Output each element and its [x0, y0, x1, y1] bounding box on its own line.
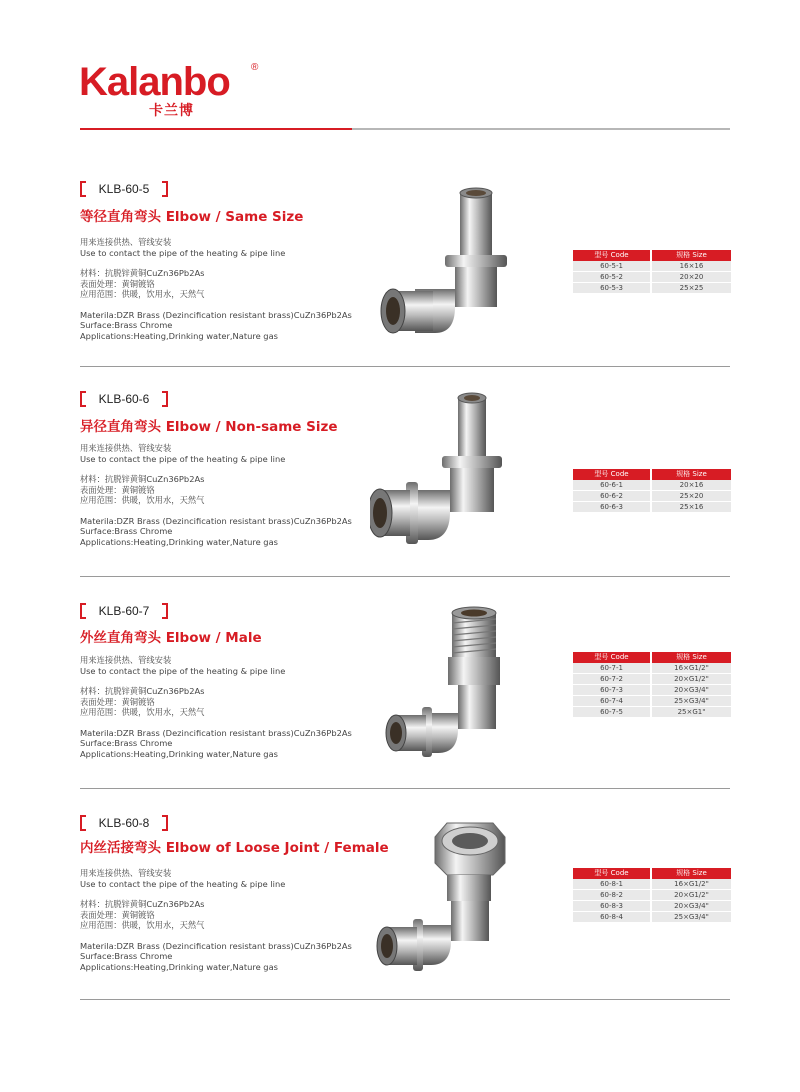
elbow-male-fitting-icon: [380, 605, 520, 775]
elbow-loose-joint-female-fitting-icon: [375, 815, 525, 990]
usage-en: Use to contact the pipe of the heating & pipe line: [80, 453, 286, 464]
spec-table: [573, 250, 731, 294]
brand-logo: [79, 60, 279, 120]
table-row: 60-8-3 20×G3/4": [573, 901, 731, 912]
product-description: [80, 655, 352, 759]
product-description: [80, 237, 352, 341]
table-row: 60-7-4 25×G3/4": [573, 696, 731, 707]
section-divider: [80, 576, 730, 577]
header-divider-grey: [352, 128, 730, 130]
application-en: Applications:Heating,Drinking water,Nature gas: [80, 961, 278, 972]
product-code-tag: KLB-60-6: [80, 391, 168, 407]
material-en: Materila:DZR Brass (Dezincification resistant brass)CuZn36Pb2As: [80, 515, 352, 526]
material-cn: 材料：抗脱锌黄铜CuZn36Pb2As: [80, 899, 205, 909]
table-row: 60-8-1 16×G1/2": [573, 879, 731, 890]
usage-cn: 用来连接供热、管线安装: [80, 443, 172, 453]
spec-table-header: 型号 Code 规格 Size: [573, 469, 731, 480]
material-cn: 材料：抗脱锌黄铜CuZn36Pb2As: [80, 474, 205, 484]
surface-cn: 表面处理：黄铜镀铬: [80, 484, 155, 495]
application-cn: 应用范围：供暖，饮用水，天然气: [80, 495, 205, 505]
elbow-same-size-fitting-icon: [375, 183, 525, 353]
product-title: 内丝活接弯头 Elbow of Loose Joint / Female: [80, 840, 389, 856]
material-cn: 材料：抗脱锌黄铜CuZn36Pb2As: [80, 268, 205, 278]
usage-en: Use to contact the pipe of the heating & pipe line: [80, 247, 286, 258]
brand-chinese-name: 卡兰博: [149, 103, 194, 119]
spec-table-header: 型号 Code 规格 Size: [573, 250, 731, 261]
application-en: Applications:Heating,Drinking water,Nature gas: [80, 536, 278, 547]
spec-table: [573, 652, 731, 718]
usage-en: Use to contact the pipe of the heating & pipe line: [80, 878, 286, 889]
material-en: Materila:DZR Brass (Dezincification resistant brass)CuZn36Pb2As: [80, 309, 352, 320]
surface-cn: 表面处理：黄铜镀铬: [80, 696, 155, 707]
application-cn: 应用范围：供暖，饮用水，天然气: [80, 920, 205, 930]
table-row: 60-6-3 25×16: [573, 502, 731, 513]
application-en: Applications:Heating,Drinking water,Nature gas: [80, 330, 278, 341]
table-row: 60-8-4 25×G3/4": [573, 912, 731, 923]
table-row: 60-7-2 20×G1/2": [573, 674, 731, 685]
usage-en: Use to contact the pipe of the heating & pipe line: [80, 665, 286, 676]
table-row: 60-5-3 25×25: [573, 283, 731, 294]
table-row: 60-6-2 25×20: [573, 491, 731, 502]
material-en: Materila:DZR Brass (Dezincification resistant brass)CuZn36Pb2As: [80, 727, 352, 738]
section-divider: [80, 788, 730, 789]
product-code-tag: KLB-60-7: [80, 603, 168, 619]
product-code-tag: KLB-60-8: [80, 815, 168, 831]
table-row: 60-6-1 20×16: [573, 480, 731, 491]
application-cn: 应用范围：供暖，饮用水，天然气: [80, 289, 205, 299]
spec-table: [573, 469, 731, 513]
surface-en: Surface:Brass Chrome: [80, 526, 173, 536]
product-title: 等径直角弯头 Elbow / Same Size: [80, 209, 304, 225]
surface-en: Surface:Brass Chrome: [80, 320, 173, 330]
table-row: 60-8-2 20×G1/2": [573, 890, 731, 901]
usage-cn: 用来连接供热、管线安装: [80, 655, 172, 665]
brand-logo-text: Kalanbo: [79, 60, 230, 104]
surface-cn: 表面处理：黄铜镀铬: [80, 278, 155, 289]
table-row: 60-5-1 16×16: [573, 261, 731, 272]
spec-table: [573, 868, 731, 923]
product-description: [80, 443, 352, 547]
product-title: 异径直角弯头 Elbow / Non-same Size: [80, 419, 338, 435]
material-cn: 材料：抗脱锌黄铜CuZn36Pb2As: [80, 686, 205, 696]
product-title: 外丝直角弯头 Elbow / Male: [80, 630, 262, 646]
table-row: 60-7-1 16×G1/2": [573, 663, 731, 674]
table-row: 60-7-3 20×G3/4": [573, 685, 731, 696]
spec-table-header: 型号 Code 规格 Size: [573, 652, 731, 663]
table-row: 60-5-2 20×20: [573, 272, 731, 283]
material-en: Materila:DZR Brass (Dezincification resistant brass)CuZn36Pb2As: [80, 940, 352, 951]
surface-en: Surface:Brass Chrome: [80, 951, 173, 961]
product-code-tag: KLB-60-5: [80, 181, 168, 197]
header-divider-red: [80, 128, 352, 130]
elbow-non-same-size-fitting-icon: [370, 390, 520, 565]
usage-cn: 用来连接供热、管线安装: [80, 237, 172, 247]
section-divider: [80, 999, 730, 1000]
product-description: [80, 868, 352, 972]
application-en: Applications:Heating,Drinking water,Nature gas: [80, 748, 278, 759]
spec-table-header: 型号 Code 规格 Size: [573, 868, 731, 879]
surface-cn: 表面处理：黄铜镀铬: [80, 909, 155, 920]
surface-en: Surface:Brass Chrome: [80, 738, 173, 748]
application-cn: 应用范围：供暖，饮用水，天然气: [80, 707, 205, 717]
usage-cn: 用来连接供热、管线安装: [80, 868, 172, 878]
table-row: 60-7-5 25×G1": [573, 707, 731, 718]
registered-mark: ®: [251, 62, 259, 73]
section-divider: [80, 366, 730, 367]
